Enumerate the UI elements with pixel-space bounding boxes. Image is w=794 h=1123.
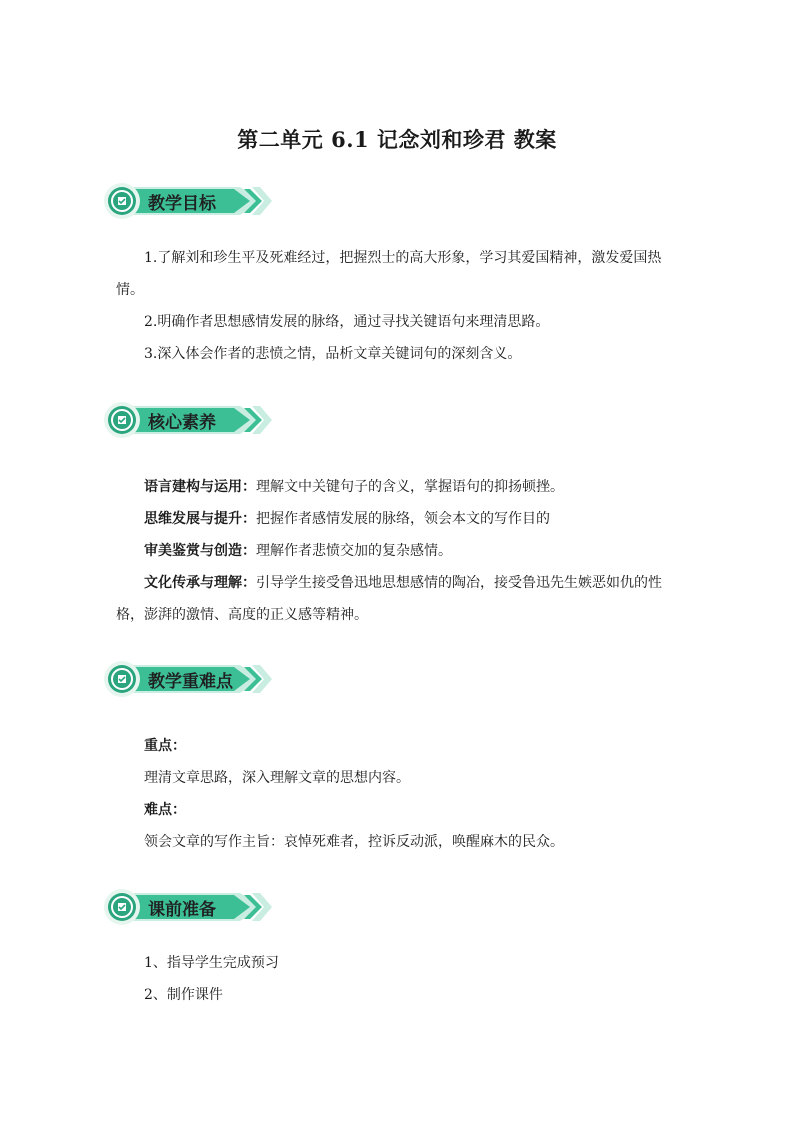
literacy-label: 审美鉴赏与创造： xyxy=(144,543,256,559)
section-banner-keypoints xyxy=(102,659,272,699)
section-banner-goals xyxy=(102,181,272,221)
literacy-label: 思维发展与提升： xyxy=(144,511,256,527)
section-banner-preparation xyxy=(102,887,272,927)
literacy-content xyxy=(116,471,682,631)
section-heading-literacy: 核心素养 xyxy=(148,413,216,433)
section-banner-literacy xyxy=(102,400,272,440)
goal-item: 3.深入体会作者的悲愤之情，品析文章关键词句的深刻含义。 xyxy=(144,346,522,362)
goals-content xyxy=(116,242,682,370)
literacy-item xyxy=(116,471,682,503)
literacy-label: 文化传承与理解： xyxy=(144,575,256,591)
preparation-item: 2、制作课件 xyxy=(144,987,223,1003)
literacy-text: 把握作者感情发展的脉络，领会本文的写作目的 xyxy=(256,511,550,527)
literacy-label: 语言建构与运用： xyxy=(144,479,256,495)
goal-item: 1.了解刘和珍生平及死难经过，把握烈士的高大形象，学习其爱国精神，激发爱国热情。 xyxy=(116,250,662,298)
literacy-text: 引导学生接受鲁迅地思想感情的陶冶，接受鲁迅先生嫉恶如仇的性格，澎湃的激情、高度的正义感等精神。 xyxy=(116,575,662,623)
document-title: 第二单元 6.1 记念刘和珍君 教案 xyxy=(237,127,557,152)
difficult-label: 难点： xyxy=(144,802,186,818)
literacy-item xyxy=(116,567,682,631)
difficult-text: 领会文章的写作主旨：哀悼死难者，控诉反动派，唤醒麻木的民众。 xyxy=(144,834,564,850)
section-heading-keypoints: 教学重难点 xyxy=(148,672,233,692)
literacy-text: 理解作者悲愤交加的复杂感情。 xyxy=(256,543,452,559)
literacy-item xyxy=(116,535,682,567)
section-heading-goals: 教学目标 xyxy=(148,194,216,214)
keypoints-content xyxy=(116,730,682,858)
preparation-content xyxy=(116,947,682,1011)
goal-item: 2.明确作者思想感情发展的脉络，通过寻找关键语句来理清思路。 xyxy=(144,314,550,330)
literacy-text: 理解文中关键句子的含义，掌握语句的抑扬顿挫。 xyxy=(256,479,564,495)
literacy-item xyxy=(116,503,682,535)
key-label: 重点： xyxy=(144,738,186,754)
section-heading-preparation: 课前准备 xyxy=(148,900,216,920)
key-text: 理清文章思路，深入理解文章的思想内容。 xyxy=(144,770,410,786)
preparation-item: 1、指导学生完成预习 xyxy=(144,955,279,971)
